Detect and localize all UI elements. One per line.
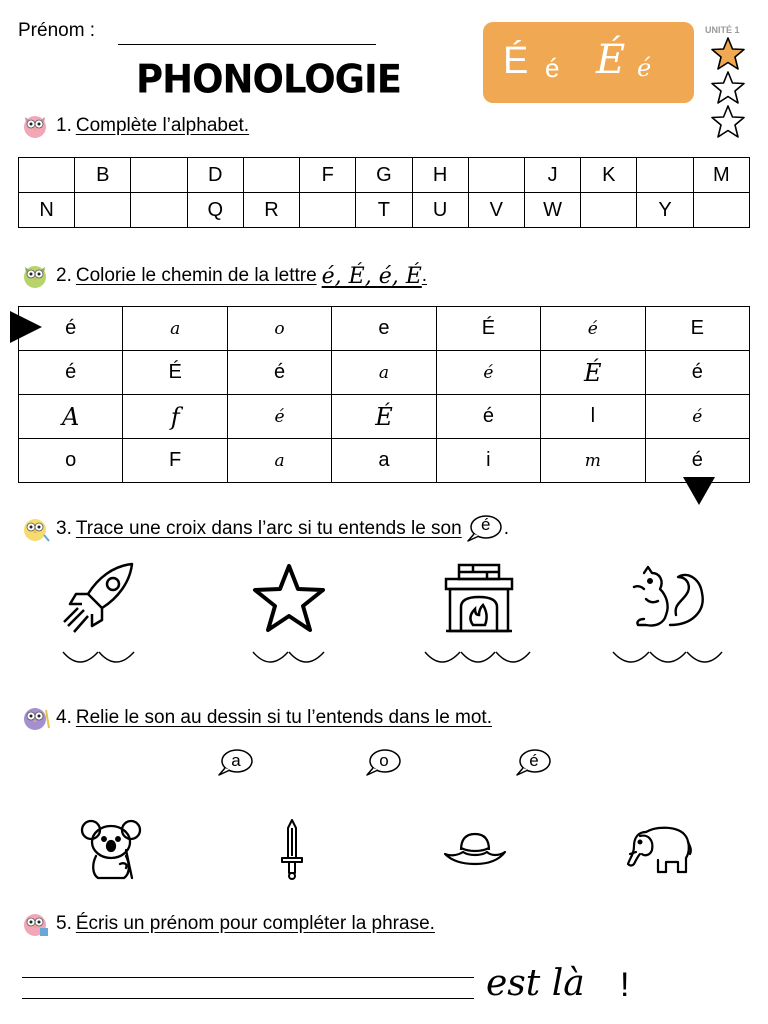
- squirrel-icon: [630, 565, 708, 631]
- section5-heading: [20, 910, 435, 938]
- section4-instruction: Relie le son au dessin si tu l’entends dans le mot.: [75, 707, 492, 728]
- path-cell[interactable]: é: [645, 439, 749, 483]
- sound-bubble-text: a: [231, 751, 241, 770]
- section1-instruction: Complète l’alphabet.: [75, 115, 250, 136]
- letter-lowercase-cursive: é: [637, 54, 652, 82]
- stars-graphic: [708, 36, 748, 140]
- owl-green-icon: [20, 262, 50, 290]
- alphabet-cell[interactable]: [637, 158, 693, 193]
- owl-yellow-icon: [20, 515, 50, 543]
- prenom-input-line[interactable]: [118, 44, 376, 45]
- section3-instruction: Trace une croix dans l’arc si tu entends le son: [75, 518, 462, 539]
- star-icon-filled: [712, 38, 744, 69]
- path-cell[interactable]: o: [227, 307, 331, 351]
- path-cell[interactable]: E: [645, 307, 749, 351]
- path-cell[interactable]: a: [332, 351, 436, 395]
- alphabet-cell: G: [356, 158, 412, 193]
- sound-bubble-a[interactable]: [217, 748, 255, 778]
- path-row: [19, 439, 750, 483]
- path-cell[interactable]: é: [227, 395, 331, 439]
- alphabet-row: [19, 158, 750, 193]
- sound-bubble: [466, 514, 504, 544]
- owl-purple-icon: [20, 704, 50, 732]
- path-cell[interactable]: a: [227, 439, 331, 483]
- exclamation-mark: !: [620, 966, 630, 1004]
- section5-instruction: Écris un prénom pour compléter la phrase.: [75, 913, 435, 934]
- koala-icon[interactable]: [80, 818, 142, 880]
- star-icon: [250, 562, 328, 634]
- path-cell[interactable]: m: [541, 439, 645, 483]
- path-cell[interactable]: é: [436, 351, 540, 395]
- sound-bubble-text: é: [480, 515, 491, 534]
- fireplace-icon: [443, 563, 515, 635]
- alphabet-cell: M: [693, 158, 749, 193]
- path-cell[interactable]: l: [541, 395, 645, 439]
- alphabet-cell: J: [524, 158, 580, 193]
- path-cell[interactable]: é: [541, 307, 645, 351]
- path-cell[interactable]: é: [19, 307, 123, 351]
- sound-bubble-e[interactable]: [515, 748, 553, 778]
- page-title: PHONOLOGIE: [136, 56, 402, 103]
- alphabet-cell: W: [524, 193, 580, 228]
- syllable-arcs[interactable]: [62, 650, 136, 670]
- end-arrow-icon: [683, 477, 715, 505]
- alphabet-cell: K: [581, 158, 637, 193]
- unit-label: UNITÉ 1: [705, 25, 740, 35]
- path-cell[interactable]: É: [436, 307, 540, 351]
- owl-pink-icon: [20, 910, 50, 938]
- section2-instruction: Colorie le chemin de la lettre: [75, 265, 317, 286]
- owl-pink-icon: [20, 112, 50, 140]
- path-cell[interactable]: É: [123, 351, 227, 395]
- alphabet-cell: Q: [187, 193, 243, 228]
- sound-bubble-o[interactable]: [365, 748, 403, 778]
- path-cell[interactable]: É: [332, 395, 436, 439]
- path-cell[interactable]: o: [19, 439, 123, 483]
- sword-icon[interactable]: [280, 818, 304, 880]
- section4-heading: [20, 704, 492, 732]
- syllable-arcs[interactable]: [424, 650, 532, 670]
- prenom-label: Prénom :: [18, 20, 96, 41]
- path-cell[interactable]: é: [227, 351, 331, 395]
- path-row: [19, 395, 750, 439]
- alphabet-cell: U: [412, 193, 468, 228]
- section2-number: 2.: [56, 265, 72, 286]
- difficulty-stars: [708, 36, 748, 144]
- alphabet-cell: R: [243, 193, 299, 228]
- syllable-arcs[interactable]: [612, 650, 724, 670]
- alphabet-cell[interactable]: [19, 158, 75, 193]
- alphabet-cell[interactable]: [75, 193, 131, 228]
- path-cell[interactable]: é: [645, 351, 749, 395]
- letter-path-grid: [18, 306, 750, 483]
- section2-end: .: [421, 265, 428, 286]
- alphabet-table: [18, 157, 750, 228]
- sentence-end-text: est là: [486, 963, 585, 1004]
- alphabet-cell: V: [468, 193, 524, 228]
- section1-heading: [20, 112, 249, 140]
- alphabet-cell[interactable]: [693, 193, 749, 228]
- path-cell[interactable]: e: [332, 307, 436, 351]
- alphabet-cell[interactable]: [300, 193, 356, 228]
- path-cell[interactable]: é: [645, 395, 749, 439]
- alphabet-cell[interactable]: [131, 158, 187, 193]
- hat-icon[interactable]: [443, 830, 507, 868]
- alphabet-cell: B: [75, 158, 131, 193]
- path-cell[interactable]: é: [436, 395, 540, 439]
- alphabet-cell[interactable]: [243, 158, 299, 193]
- star-icon-empty: [712, 106, 744, 137]
- path-row: [19, 351, 750, 395]
- path-cell[interactable]: é: [19, 351, 123, 395]
- elephant-icon[interactable]: [626, 824, 692, 874]
- section3-heading: [20, 514, 509, 544]
- sound-bubble-text: o: [379, 751, 389, 770]
- path-cell[interactable]: É: [541, 351, 645, 395]
- path-cell[interactable]: f: [123, 395, 227, 439]
- writing-line-top[interactable]: [22, 977, 474, 978]
- alphabet-cell: F: [300, 158, 356, 193]
- alphabet-cell: Y: [637, 193, 693, 228]
- section2-heading: [20, 262, 427, 290]
- sound-bubble-text: é: [529, 751, 539, 770]
- section1-number: 1.: [56, 115, 72, 136]
- alphabet-cell: H: [412, 158, 468, 193]
- letter-uppercase-cursive: É: [596, 37, 626, 83]
- path-cell[interactable]: i: [436, 439, 540, 483]
- letter-uppercase-print: É: [503, 40, 529, 82]
- path-row: [19, 307, 750, 351]
- syllable-arcs[interactable]: [252, 650, 326, 670]
- section3-end: .: [503, 518, 509, 539]
- alphabet-row: [19, 193, 750, 228]
- star-icon-empty: [712, 72, 744, 103]
- writing-line-bottom[interactable]: [22, 998, 474, 999]
- path-cell[interactable]: a: [123, 307, 227, 351]
- alphabet-cell[interactable]: [581, 193, 637, 228]
- section5-number: 5.: [56, 913, 72, 934]
- section3-number: 3.: [56, 518, 72, 539]
- alphabet-cell: D: [187, 158, 243, 193]
- section4-number: 4.: [56, 707, 72, 728]
- alphabet-cell: T: [356, 193, 412, 228]
- rocket-icon: [58, 560, 138, 636]
- alphabet-cell[interactable]: [131, 193, 187, 228]
- path-cell[interactable]: A: [19, 395, 123, 439]
- path-cell[interactable]: a: [332, 439, 436, 483]
- letter-lowercase-print: é: [545, 53, 560, 83]
- target-letters-box: [483, 22, 694, 103]
- section2-letters: é, É, é, É: [321, 263, 422, 289]
- path-cell[interactable]: F: [123, 439, 227, 483]
- alphabet-cell: N: [19, 193, 75, 228]
- alphabet-cell[interactable]: [468, 158, 524, 193]
